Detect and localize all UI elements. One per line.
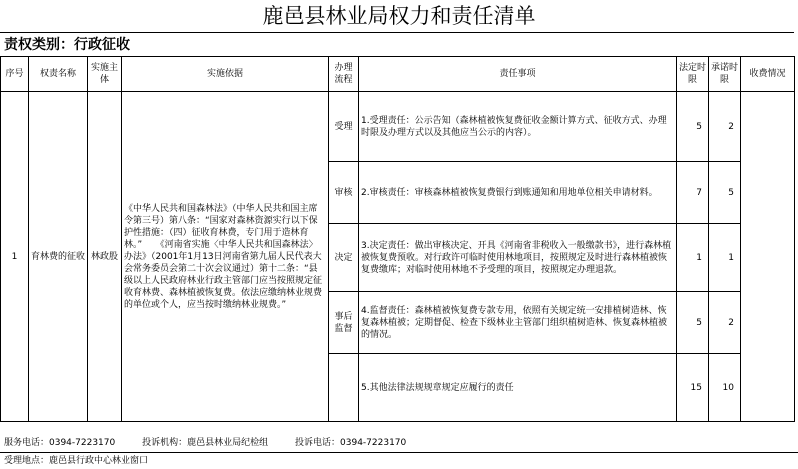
complaint-phone: 投诉电话：0394-7223170	[295, 438, 407, 448]
step-process: 受理	[329, 92, 359, 162]
row-basis: 《中华人民共和国森林法》（中华人民共和国主席令第三号）第八条：“国家对森林资源实行以下保护性措施：（四）征收育林费，专门用于造林育林。” 《河南省实施〈中华人民共和国森林法〉办法》（2001年1月13日河南省第九届人民代表大会常务委员会第二十次会议通过）第十二条：“县级以上人民政府林业行政主管部门应当按照规定征收育林费、森林植被恢复费。依法应缴纳林业规费的单位或个人，应当按时缴纳林业规费。”	[122, 92, 329, 422]
row-name: 育林费的征收	[29, 92, 88, 422]
step-duty: 3.决定责任：做出审核决定、开具《河南省非税收入一般缴款书》，进行森林植被恢复费预收。对行政许可临时使用林地项目，按照规定及时进行森林植被恢复费缴库；对临时使用林地不予受理的项目，按照规定办理退款。	[359, 224, 677, 292]
step-legal-limit: 7	[677, 162, 709, 224]
footer-contacts	[0, 435, 798, 451]
header-seq: 序号	[1, 57, 29, 92]
row-fee	[741, 92, 795, 422]
step-promise-limit: 5	[709, 162, 741, 224]
header-duty: 责任事项	[359, 57, 677, 92]
header-name: 权责名称	[29, 57, 88, 92]
service-phone: 服务电话：0394-7223170	[4, 438, 116, 448]
header-fee: 收费情况	[741, 57, 795, 92]
footer-location	[0, 452, 798, 468]
step-promise-limit: 1	[709, 224, 741, 292]
service-location: 受理地点：鹿邑县行政中心林业窗口	[4, 456, 149, 466]
step-promise-limit: 10	[709, 354, 741, 422]
step-legal-limit: 5	[677, 92, 709, 162]
page-title: 鹿邑县林业局权力和责任清单	[262, 4, 536, 28]
table-header-row	[1, 57, 795, 92]
step-legal-limit: 1	[677, 224, 709, 292]
header-promise-limit: 承诺时限	[709, 57, 741, 92]
step-process	[329, 354, 359, 422]
step-promise-limit: 2	[709, 292, 741, 354]
complaint-org: 投诉机构：鹿邑县林业局纪检组	[142, 438, 269, 448]
step-duty: 4.监督责任：森林植被恢复费专款专用，依照有关规定统一安排植树造林、恢复森林植被；定期督促、检查下级林业主管部门组织植树造林、恢复森林植被的情况。	[359, 292, 677, 354]
step-promise-limit: 2	[709, 92, 741, 162]
responsibility-table	[0, 56, 795, 422]
step-legal-limit: 15	[677, 354, 709, 422]
header-basis: 实施依据	[122, 57, 329, 92]
row-seq: 1	[1, 92, 29, 422]
step-legal-limit: 5	[677, 292, 709, 354]
table-row	[1, 92, 795, 162]
step-process: 审核	[329, 162, 359, 224]
category-label: 责权类别：行政征收	[0, 32, 794, 56]
step-process: 决定	[329, 224, 359, 292]
step-process: 事后监督	[329, 292, 359, 354]
step-duty: 5.其他法律法规规章规定应履行的责任	[359, 354, 677, 422]
header-legal-limit: 法定时限	[677, 57, 709, 92]
header-process: 办理流程	[329, 57, 359, 92]
step-duty: 2.审核责任：审核森林植被恢复费银行到账通知和用地单位相关申请材料。	[359, 162, 677, 224]
header-subject: 实施主体	[88, 57, 122, 92]
step-duty: 1.受理责任：公示告知（森林植被恢复费征收金额计算方式、征收方式、办理时限及办理方式以及其他应当公示的内容）。	[359, 92, 677, 162]
row-subject: 林政股	[88, 92, 122, 422]
